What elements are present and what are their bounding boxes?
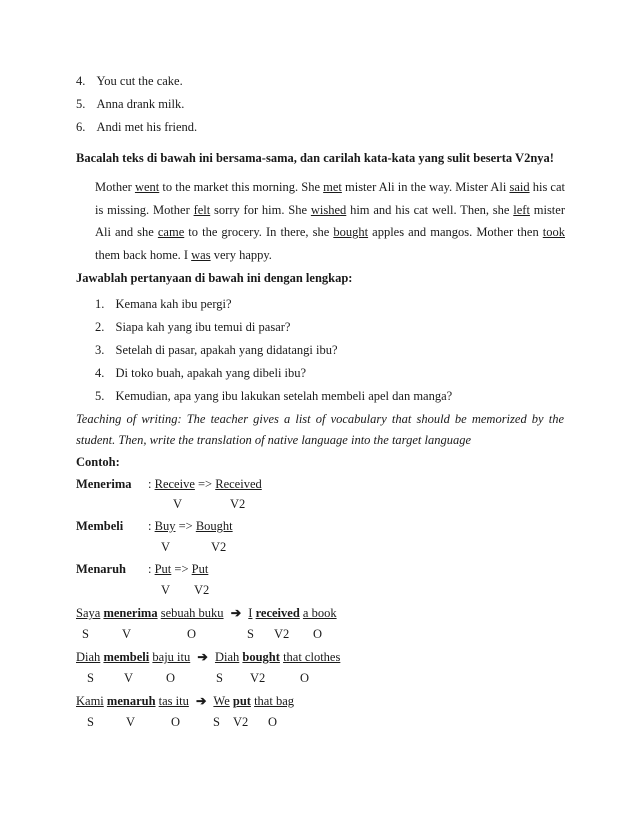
top-list-item xyxy=(76,97,184,112)
vocab-word: Menaruh xyxy=(76,562,126,576)
verb-en: bought xyxy=(242,650,280,664)
object-en: that clothes xyxy=(283,650,341,664)
colon: : xyxy=(148,519,152,533)
question-item xyxy=(95,320,290,335)
verb: membeli xyxy=(103,650,150,664)
question-item xyxy=(95,366,306,381)
vocab-word: Membeli xyxy=(76,519,124,533)
subject: Kami xyxy=(76,694,104,708)
question-number: 5. xyxy=(95,389,105,403)
arrow: => xyxy=(178,519,193,533)
arrow: => xyxy=(174,562,189,576)
subject: Saya xyxy=(76,606,101,620)
base-verb: Put xyxy=(154,562,172,576)
subject-en: I xyxy=(248,606,253,620)
tag: V xyxy=(126,715,136,729)
object-en: a book xyxy=(302,606,337,620)
tag: S xyxy=(87,715,94,729)
past-verb: Put xyxy=(191,562,209,576)
tag: S xyxy=(82,627,89,641)
sentence-row xyxy=(76,649,340,665)
question-text: Kemana kah ibu pergi? xyxy=(115,297,232,311)
past-verb: Bought xyxy=(195,519,233,533)
tag-v: V xyxy=(173,497,183,511)
story-verb: wished xyxy=(310,202,347,217)
story-text: to the grocery. In there, she xyxy=(184,225,334,239)
past-verb: Received xyxy=(215,477,262,491)
list-number: 4. xyxy=(76,74,86,88)
tag: O xyxy=(171,715,181,729)
tag-v2: V2 xyxy=(230,497,246,511)
question-number: 1. xyxy=(95,297,105,311)
top-list-item xyxy=(76,120,197,135)
question-text: Setelah di pasar, apakah yang didatangi ibu? xyxy=(115,343,338,357)
teaching-note: Teaching of writing: The teacher gives a list of vocabulary that should be memorized by the student. Then, write the translation of native language into the target language xyxy=(76,412,564,447)
story-text: mister Ali in the way. Mister Ali xyxy=(341,180,510,194)
question-item xyxy=(95,297,232,312)
tag: V2 xyxy=(274,627,290,641)
tag: O xyxy=(300,671,310,685)
story-text: his cat is missing. Mother xyxy=(95,180,566,217)
story-paragraph xyxy=(95,176,565,266)
verb: menerima xyxy=(103,606,158,620)
story-text: mister Ali and she xyxy=(95,202,565,239)
story-text: Mother xyxy=(95,180,135,194)
vocab-forms xyxy=(148,477,262,492)
arrow: => xyxy=(198,477,213,491)
vocab-forms xyxy=(148,562,208,577)
story-verb: went xyxy=(134,180,160,194)
colon: : xyxy=(148,477,152,491)
heading-read: Bacalah teks di bawah ini bersama-sama, dan carilah kata-kata yang sulit beserta V2nya! xyxy=(76,151,554,165)
tag: O xyxy=(268,715,278,729)
arrow-right-icon: ➔ xyxy=(196,694,207,708)
object: tas itu xyxy=(158,694,189,708)
subject-en: We xyxy=(213,694,230,708)
base-verb: Buy xyxy=(154,519,176,533)
subject: Diah xyxy=(76,650,101,664)
colon: : xyxy=(148,562,152,576)
tag: O xyxy=(313,627,323,641)
story-text: very happy. xyxy=(210,247,272,262)
verb: menaruh xyxy=(106,694,156,708)
base-verb: Receive xyxy=(154,477,195,491)
tag-v: V xyxy=(161,540,171,554)
list-text: Anna drank milk. xyxy=(96,97,185,111)
object: sebuah buku xyxy=(160,606,224,620)
story-text: apples and mangos. Mother then xyxy=(368,225,543,239)
tag: V xyxy=(124,671,134,685)
tag: O xyxy=(166,671,176,685)
question-number: 2. xyxy=(95,320,105,334)
story-text: to the market this morning. She xyxy=(159,180,324,194)
story-verb: said xyxy=(509,180,530,194)
tag: V xyxy=(122,627,132,641)
question-text: Kemudian, apa yang ibu lakukan setelah membeli apel dan manga? xyxy=(115,389,453,403)
subject-en: Diah xyxy=(214,650,240,664)
question-item xyxy=(95,389,452,404)
vocab-forms xyxy=(148,519,233,534)
tag-v: V xyxy=(161,583,171,597)
top-list-item xyxy=(76,74,183,89)
question-item xyxy=(95,343,338,358)
tag: S xyxy=(216,671,223,685)
tag: S xyxy=(87,671,94,685)
contoh-label: Contoh: xyxy=(76,455,120,469)
tag-v2: V2 xyxy=(194,583,210,597)
story-verb: met xyxy=(323,180,342,194)
story-verb: took xyxy=(542,225,565,239)
list-number: 5. xyxy=(76,97,86,111)
list-text: Andi met his friend. xyxy=(96,120,198,134)
heading-answer: Jawablah pertanyaan di bawah ini dengan lengkap: xyxy=(76,271,353,285)
object-en: that bag xyxy=(254,694,294,708)
verb-en: put xyxy=(232,694,251,708)
object: baju itu xyxy=(152,650,191,664)
story-verb: felt xyxy=(193,202,211,217)
tag: S xyxy=(247,627,254,641)
tag: S xyxy=(213,715,220,729)
arrow-right-icon: ➔ xyxy=(197,650,208,664)
vocab-word: Menerima xyxy=(76,477,132,491)
tag: O xyxy=(187,627,197,641)
tag-v2: V2 xyxy=(211,540,227,554)
sentence-row xyxy=(76,605,337,621)
question-text: Siapa kah yang ibu temui di pasar? xyxy=(115,320,291,334)
tag: V2 xyxy=(233,715,249,729)
sentence-row xyxy=(76,693,294,709)
story-text: sorry for him. She xyxy=(210,202,311,217)
story-text: them back home. I xyxy=(95,247,192,262)
question-text: Di toko buah, apakah yang dibeli ibu? xyxy=(115,366,307,380)
arrow-right-icon: ➔ xyxy=(230,606,242,620)
story-verb: left xyxy=(513,202,530,217)
question-number: 3. xyxy=(95,343,105,357)
story-verb: came xyxy=(157,225,185,239)
tag: V2 xyxy=(250,671,266,685)
question-number: 4. xyxy=(95,366,105,380)
story-verb: bought xyxy=(333,225,369,239)
list-number: 6. xyxy=(76,120,86,134)
story-text: him and his cat well. Then, she xyxy=(346,202,514,217)
story-verb: was xyxy=(191,247,211,262)
list-text: You cut the cake. xyxy=(96,74,183,88)
verb-en: received xyxy=(255,606,300,620)
